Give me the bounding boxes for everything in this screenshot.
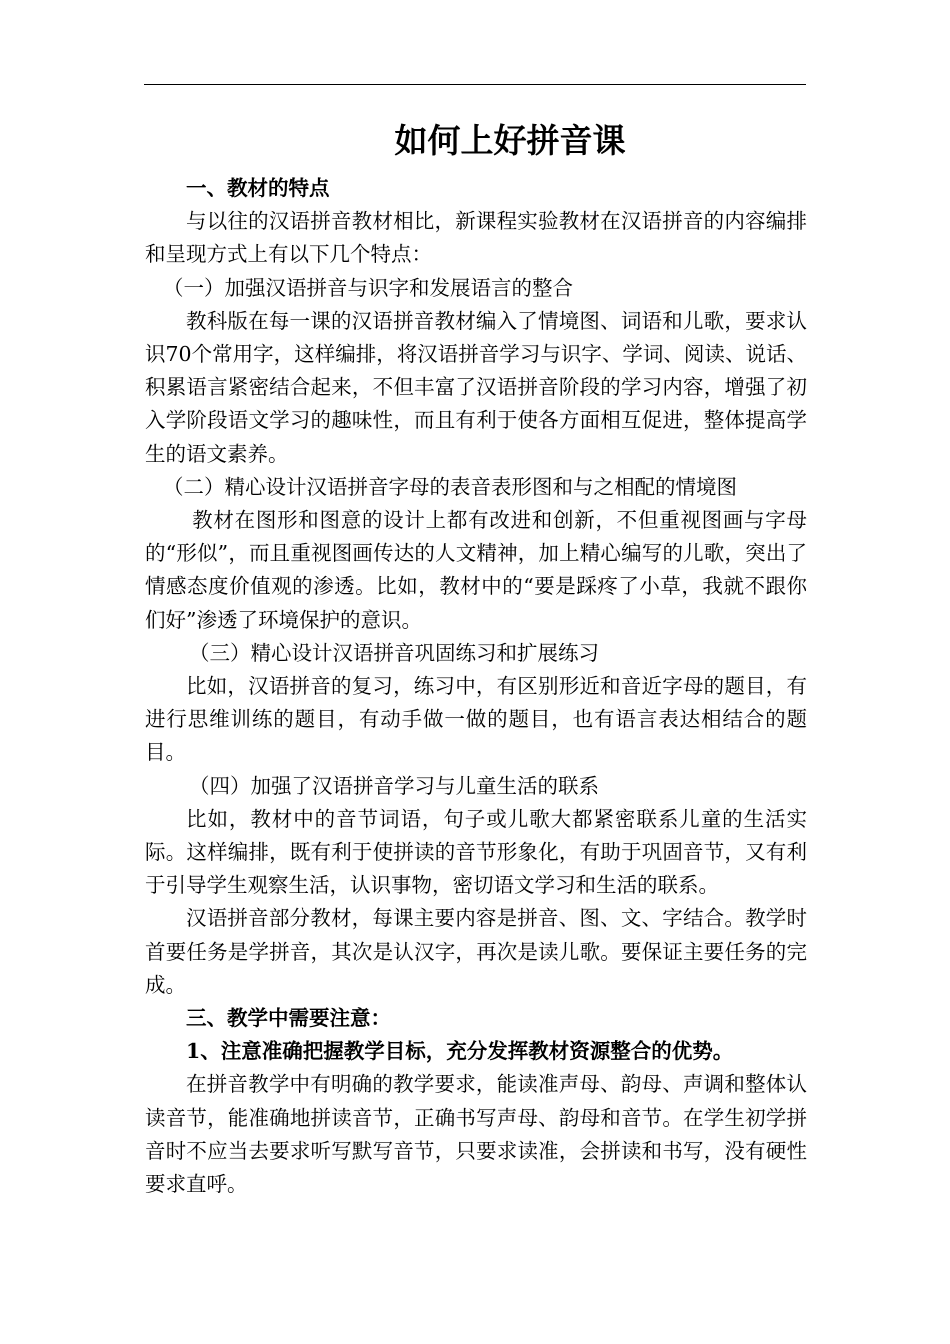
section-heading-1: 一、教材的特点 xyxy=(186,176,330,200)
intro-paragraph: 与以往的汉语拼音教材相比，新课程实验教材在汉语拼音的内容编排和呈现方式上有以下几个特点： xyxy=(145,209,807,267)
page-title: 如何上好拼音课 xyxy=(394,121,626,160)
point-3-paragraph: 比如，汉语拼音的复习，练习中，有区别形近和音近字母的题目，有进行思维训练的题目，有动手做一做的题目，也有语言表达相结合的题目。 xyxy=(145,674,807,765)
point-3-heading: （三）精心设计汉语拼音巩固练习和扩展练习 xyxy=(189,640,599,665)
point-4-paragraph: 比如，教材中的音节词语，句子或儿歌大都紧密联系儿童的生活实际。这样编排，既有利于使拼读的音节形象化，有助于巩固音节，又有利于引导学生观察生活，认识事物，密切语文学习和生活的联系。 xyxy=(145,806,807,898)
point-2-heading: （二）精心设计汉语拼音字母的表音表形图和与之相配的情境图 xyxy=(163,474,737,499)
summary-paragraph: 汉语拼音部分教材，每课主要内容是拼音、图、文、字结合。教学时首要任务是学拼音，其次是认汉字，再次是读儿歌。要保证主要任务的完成。 xyxy=(145,906,807,997)
point-1-heading: （一）加强汉语拼音与识字和发展语言的整合 xyxy=(163,275,573,300)
document-body xyxy=(145,172,807,1201)
section-heading-3: 三、教学中需要注意： xyxy=(186,1006,391,1031)
point-4-heading: （四）加强了汉语拼音学习与儿童生活的联系 xyxy=(189,773,599,798)
note-1-paragraph: 在拼音教学中有明确的教学要求，能读准声母、韵母、声调和整体认读音节，能准确地拼读音节，正确书写声母、韵母和音节。在学生初学拼音时不应当去要求听写默写音节，只要求读准，会拼读和书写，没有硬性要求直呼。 xyxy=(145,1072,807,1197)
header-rule xyxy=(144,84,806,85)
point-1-paragraph: 教科版在每一课的汉语拼音教材编入了情境图、词语和儿歌，要求认识70个常用字，这样编排，将汉语拼音学习与识字、学词、阅读、说话、积累语言紧密结合起来，不但丰富了汉语拼音阶段的学习内容，增强了初入学阶段语文学习的趣味性，而且有利于使各方面相互促进，整体提高学生的语文素养。 xyxy=(145,308,807,466)
point-2-paragraph: 教材在图形和图意的设计上都有改进和创新，不但重视图画与字母的“形似”，而且重视图画传达的人文精神，加上精心编写的儿歌，突出了情感态度价值观的渗透。比如，教材中的“要是踩疼了小草，我就不跟你们好”渗透了环境保护的意识。 xyxy=(145,508,807,632)
note-1-heading: 1、注意准确把握教学目标，充分发挥教材资源整合的优势。 xyxy=(186,1039,734,1064)
